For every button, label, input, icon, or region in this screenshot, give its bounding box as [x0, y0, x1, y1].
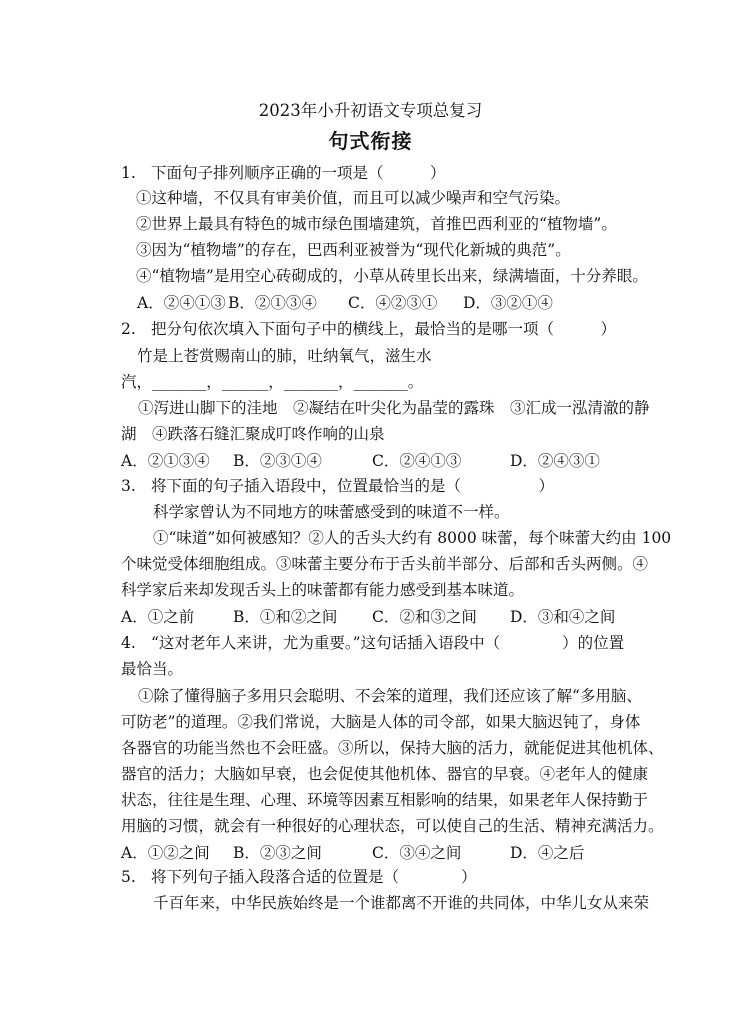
option-d[interactable]: D．②④③① — [510, 452, 600, 470]
question-2-choices-2: 湖 ④跌落石缝汇聚成叮咚作响的山泉 — [121, 425, 385, 443]
question-1-sentence-3: ③因为“植物墙”的存在，巴西利亚被誉为“现代化新城的典范”。 — [136, 241, 571, 259]
question-2-stem: 2. 把分句依次填入下面句子中的横线上，最恰当的是哪一项（ ） — [121, 320, 617, 338]
question-number: 3. — [121, 477, 136, 495]
question-1-stem: 1. 下面句子排列顺序正确的一项是（ ） — [121, 164, 446, 182]
question-number: 4. — [121, 634, 136, 652]
question-2-sentence-2: 汽，_______，______，_______，_______。 — [121, 373, 424, 391]
option-c[interactable]: C．②和③之间 — [372, 608, 477, 626]
question-4-passage-6: 用脑的习惯，就会有一种很好的心理状态，可以使自己的生活、精神充满活力。 — [121, 817, 664, 835]
question-number: 5. — [121, 868, 136, 886]
option-a[interactable]: A．②④①③ — [137, 294, 226, 312]
question-3-passage-3: 科学家后来却发现舌头上的味蕾都有能力感受到基本味道。 — [121, 581, 525, 599]
option-d[interactable]: D．④之后 — [510, 844, 585, 862]
question-number: 2. — [121, 320, 136, 338]
question-2-choices-1: ①泻进山脚下的洼地 ②凝结在叶尖化为晶莹的露珠 ③汇成一泓清澈的静 — [138, 399, 650, 417]
question-1-sentence-1: ①这种墙，不仅具有审美价值，而且可以减少噪声和空气污染。 — [136, 189, 571, 207]
question-4-passage-1: ①除了懂得脑子多用只会聪明、不会笨的道理，我们还应该了解“多用脑、 — [138, 687, 642, 705]
question-1-sentence-2: ②世界上最具有特色的城市绿色围墙建筑，首推巴西利亚的“植物墙”。 — [136, 215, 617, 233]
option-a[interactable]: A．①②之间 — [121, 844, 210, 862]
option-b[interactable]: B．②③之间 — [233, 844, 322, 862]
question-4-passage-2: 可防老”的道理。②我们常说，大脑是人体的司令部，如果大脑迟钝了，身体 — [121, 713, 641, 731]
option-b[interactable]: B．②③①④ — [233, 452, 322, 470]
page-subtitle: 2023年小升初语文专项总复习 — [258, 101, 483, 120]
option-c[interactable]: C．③④之间 — [372, 844, 462, 862]
option-a[interactable]: A．②①③④ — [121, 452, 210, 470]
option-b[interactable]: B．①和②之间 — [233, 608, 338, 626]
option-a[interactable]: A．①之前 — [121, 608, 195, 626]
question-3-insert-sentence: 科学家曾认为不同地方的味蕾感受到的味道不一样。 — [153, 503, 510, 521]
option-d[interactable]: D．③②①④ — [463, 294, 553, 312]
option-c[interactable]: C．②④①③ — [372, 452, 462, 470]
question-number: 1. — [121, 164, 136, 182]
question-2-sentence-1: 竹是上苍赏赐南山的肺，吐纳氧气，滋生水 — [137, 347, 432, 365]
question-1-sentence-4: ④“植物墙”是用空心砖砌成的，小草从砖里长出来，绿满墙面，十分养眼。 — [136, 267, 648, 285]
question-4-passage-5: 状态，往往是生理、心理、环境等因素互相影响的结果，如果老年人保持勤于 — [121, 791, 649, 809]
question-5-stem: 5. 将下列句子插入段落合适的位置是（ ） — [121, 868, 477, 886]
question-4-stem-2: 最恰当。 — [121, 660, 184, 678]
question-4-passage-3: 各器官的功能当然也不会旺盛。③所以，保持大脑的活力，就能促进其他机体、 — [121, 739, 664, 757]
question-3-passage-1: ①“味道”如何被感知？②人的舌头大约有 8000 味蕾，每个味蕾大约由 100 — [153, 529, 672, 547]
option-c[interactable]: C．④②③① — [348, 294, 438, 312]
question-4-stem-1: 4. “这对老年人来讲，尤为重要。”这句话插入语段中（ ）的位置 — [121, 634, 625, 652]
option-b[interactable]: B．②①③④ — [228, 294, 317, 312]
option-d[interactable]: D．③和④之间 — [510, 608, 616, 626]
page-title: 句式衔接 — [328, 129, 413, 153]
question-5-passage-1: 千百年来，中华民族始终是一个谁都离不开谁的共同体，中华儿女从来荣 — [153, 894, 650, 912]
question-3-passage-2: 个味觉受体细胞组成。③味蕾主要分布于舌头前半部分、后部和舌头两侧。④ — [121, 555, 649, 573]
question-4-passage-4: 器官的活力；大脑如早衰，也会促使其他机体、器官的早衰。④老年人的健康 — [121, 765, 649, 783]
question-3-stem: 3. 将下面的句子插入语段中，位置最恰当的是（ ） — [121, 477, 555, 495]
